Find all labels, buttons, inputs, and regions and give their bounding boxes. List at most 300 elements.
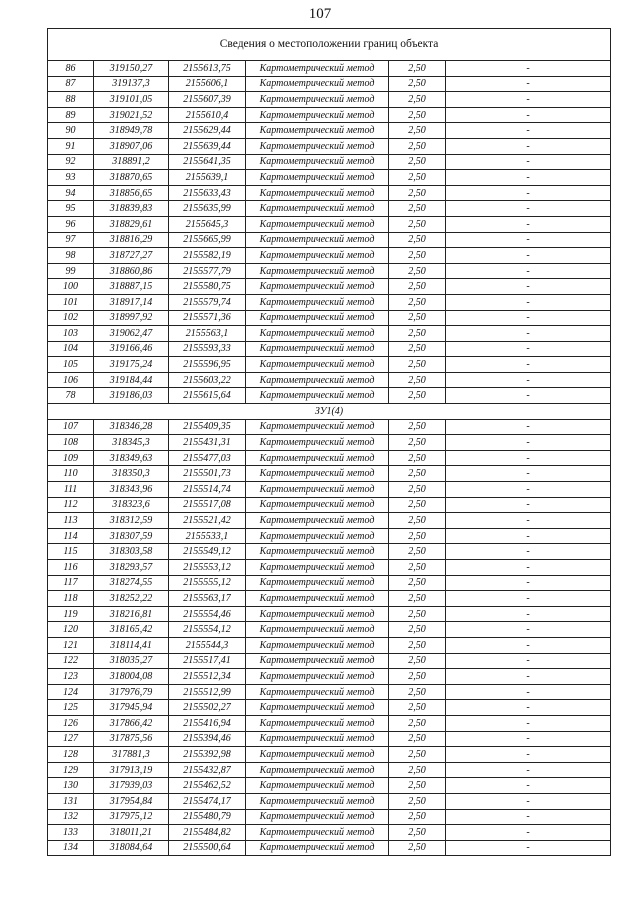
y-coordinate-cell: 2155613,75 — [169, 61, 246, 77]
x-coordinate-cell: 318816,29 — [94, 232, 169, 248]
x-coordinate-cell: 317976,79 — [94, 684, 169, 700]
method-cell: Картометрический метод — [246, 669, 389, 685]
table-row — [48, 310, 611, 326]
description-cell: - — [446, 606, 611, 622]
accuracy-cell: 2,50 — [389, 450, 446, 466]
y-coordinate-cell: 2155514,74 — [169, 482, 246, 498]
method-cell: Картометрический метод — [246, 310, 389, 326]
point-number-cell: 130 — [48, 778, 94, 794]
description-cell: - — [446, 154, 611, 170]
y-coordinate-cell: 2155517,08 — [169, 497, 246, 513]
table-row — [48, 825, 611, 841]
accuracy-cell: 2,50 — [389, 497, 446, 513]
accuracy-cell: 2,50 — [389, 606, 446, 622]
accuracy-cell: 2,50 — [389, 528, 446, 544]
point-number-cell: 128 — [48, 747, 94, 763]
table-row — [48, 107, 611, 123]
accuracy-cell: 2,50 — [389, 248, 446, 264]
y-coordinate-cell: 2155607,39 — [169, 92, 246, 108]
description-cell: - — [446, 684, 611, 700]
point-number-cell: 122 — [48, 653, 94, 669]
x-coordinate-cell: 318035,27 — [94, 653, 169, 669]
x-coordinate-cell: 318350,3 — [94, 466, 169, 482]
point-number-cell: 127 — [48, 731, 94, 747]
accuracy-cell: 2,50 — [389, 762, 446, 778]
point-number-cell: 115 — [48, 544, 94, 560]
x-coordinate-cell: 319175,24 — [94, 357, 169, 373]
boundary-coordinates-table — [47, 28, 611, 856]
point-number-cell: 110 — [48, 466, 94, 482]
y-coordinate-cell: 2155635,99 — [169, 201, 246, 217]
description-cell: - — [446, 294, 611, 310]
y-coordinate-cell: 2155394,46 — [169, 731, 246, 747]
y-coordinate-cell: 2155571,36 — [169, 310, 246, 326]
accuracy-cell: 2,50 — [389, 185, 446, 201]
method-cell: Картометрический метод — [246, 513, 389, 529]
method-cell: Картометрический метод — [246, 279, 389, 295]
accuracy-cell: 2,50 — [389, 435, 446, 451]
description-cell: - — [446, 263, 611, 279]
table-row — [48, 622, 611, 638]
y-coordinate-cell: 2155645,3 — [169, 216, 246, 232]
x-coordinate-cell: 318917,14 — [94, 294, 169, 310]
table-row — [48, 762, 611, 778]
table-row — [48, 92, 611, 108]
description-cell: - — [446, 76, 611, 92]
x-coordinate-cell: 319166,46 — [94, 341, 169, 357]
x-coordinate-cell: 318856,65 — [94, 185, 169, 201]
point-number-cell: 133 — [48, 825, 94, 841]
accuracy-cell: 2,50 — [389, 591, 446, 607]
x-coordinate-cell: 318891,2 — [94, 154, 169, 170]
description-cell: - — [446, 61, 611, 77]
method-cell: Картометрический метод — [246, 747, 389, 763]
table-row — [48, 263, 611, 279]
description-cell: - — [446, 840, 611, 856]
point-number-cell: 121 — [48, 637, 94, 653]
accuracy-cell: 2,50 — [389, 778, 446, 794]
accuracy-cell: 2,50 — [389, 341, 446, 357]
description-cell: - — [446, 372, 611, 388]
point-number-cell: 118 — [48, 591, 94, 607]
y-coordinate-cell: 2155474,17 — [169, 793, 246, 809]
x-coordinate-cell: 319150,27 — [94, 61, 169, 77]
method-cell: Картометрический метод — [246, 138, 389, 154]
section-header-row — [48, 404, 611, 420]
y-coordinate-cell: 2155533,1 — [169, 528, 246, 544]
method-cell: Картометрический метод — [246, 497, 389, 513]
point-number-cell: 125 — [48, 700, 94, 716]
point-number-cell: 112 — [48, 497, 94, 513]
method-cell: Картометрический метод — [246, 232, 389, 248]
accuracy-cell: 2,50 — [389, 793, 446, 809]
table-row — [48, 731, 611, 747]
description-cell: - — [446, 248, 611, 264]
description-cell: - — [446, 216, 611, 232]
y-coordinate-cell: 2155553,12 — [169, 560, 246, 576]
y-coordinate-cell: 2155480,79 — [169, 809, 246, 825]
accuracy-cell: 2,50 — [389, 61, 446, 77]
description-cell: - — [446, 482, 611, 498]
method-cell: Картометрический метод — [246, 263, 389, 279]
accuracy-cell: 2,50 — [389, 279, 446, 295]
x-coordinate-cell: 317975,12 — [94, 809, 169, 825]
point-number-cell: 93 — [48, 170, 94, 186]
accuracy-cell: 2,50 — [389, 154, 446, 170]
description-cell: - — [446, 700, 611, 716]
accuracy-cell: 2,50 — [389, 825, 446, 841]
x-coordinate-cell: 318307,59 — [94, 528, 169, 544]
point-number-cell: 117 — [48, 575, 94, 591]
y-coordinate-cell: 2155593,33 — [169, 341, 246, 357]
point-number-cell: 132 — [48, 809, 94, 825]
table-row — [48, 232, 611, 248]
y-coordinate-cell: 2155432,87 — [169, 762, 246, 778]
table-body — [48, 29, 611, 856]
point-number-cell: 94 — [48, 185, 94, 201]
description-cell: - — [446, 450, 611, 466]
x-coordinate-cell: 317866,42 — [94, 715, 169, 731]
x-coordinate-cell: 318887,15 — [94, 279, 169, 295]
method-cell: Картометрический метод — [246, 840, 389, 856]
accuracy-cell: 2,50 — [389, 809, 446, 825]
method-cell: Картометрический метод — [246, 341, 389, 357]
accuracy-cell: 2,50 — [389, 372, 446, 388]
x-coordinate-cell: 318345,3 — [94, 435, 169, 451]
point-number-cell: 95 — [48, 201, 94, 217]
y-coordinate-cell: 2155431,31 — [169, 435, 246, 451]
table-row — [48, 388, 611, 404]
accuracy-cell: 2,50 — [389, 544, 446, 560]
method-cell: Картометрический метод — [246, 154, 389, 170]
section-header: ЗУ1(4) — [48, 404, 611, 420]
method-cell: Картометрический метод — [246, 372, 389, 388]
y-coordinate-cell: 2155502,27 — [169, 700, 246, 716]
point-number-cell: 107 — [48, 419, 94, 435]
accuracy-cell: 2,50 — [389, 466, 446, 482]
x-coordinate-cell: 318293,57 — [94, 560, 169, 576]
table-row — [48, 684, 611, 700]
method-cell: Картометрический метод — [246, 700, 389, 716]
accuracy-cell: 2,50 — [389, 232, 446, 248]
y-coordinate-cell: 2155544,3 — [169, 637, 246, 653]
accuracy-cell: 2,50 — [389, 684, 446, 700]
point-number-cell: 88 — [48, 92, 94, 108]
method-cell: Картометрический метод — [246, 357, 389, 373]
table-row — [48, 341, 611, 357]
point-number-cell: 100 — [48, 279, 94, 295]
description-cell: - — [446, 232, 611, 248]
table-row — [48, 279, 611, 295]
method-cell: Картометрический метод — [246, 170, 389, 186]
method-cell: Картометрический метод — [246, 450, 389, 466]
method-cell: Картометрический метод — [246, 61, 389, 77]
x-coordinate-cell: 318870,65 — [94, 170, 169, 186]
table-row — [48, 170, 611, 186]
x-coordinate-cell: 318165,42 — [94, 622, 169, 638]
table-row — [48, 809, 611, 825]
accuracy-cell: 2,50 — [389, 669, 446, 685]
x-coordinate-cell: 318829,61 — [94, 216, 169, 232]
point-number-cell: 109 — [48, 450, 94, 466]
point-number-cell: 96 — [48, 216, 94, 232]
method-cell: Картометрический метод — [246, 606, 389, 622]
table-row — [48, 840, 611, 856]
description-cell: - — [446, 825, 611, 841]
accuracy-cell: 2,50 — [389, 482, 446, 498]
table-title-row — [48, 29, 611, 61]
table-row — [48, 482, 611, 498]
accuracy-cell: 2,50 — [389, 622, 446, 638]
description-cell: - — [446, 637, 611, 653]
method-cell: Картометрический метод — [246, 684, 389, 700]
table-row — [48, 294, 611, 310]
description-cell: - — [446, 201, 611, 217]
accuracy-cell: 2,50 — [389, 637, 446, 653]
x-coordinate-cell: 318274,55 — [94, 575, 169, 591]
table-row — [48, 138, 611, 154]
description-cell: - — [446, 809, 611, 825]
method-cell: Картометрический метод — [246, 248, 389, 264]
method-cell: Картометрический метод — [246, 92, 389, 108]
accuracy-cell: 2,50 — [389, 310, 446, 326]
page-number: 107 — [308, 6, 332, 22]
x-coordinate-cell: 318312,59 — [94, 513, 169, 529]
description-cell: - — [446, 715, 611, 731]
accuracy-cell: 2,50 — [389, 170, 446, 186]
x-coordinate-cell: 319184,44 — [94, 372, 169, 388]
description-cell: - — [446, 123, 611, 139]
accuracy-cell: 2,50 — [389, 513, 446, 529]
description-cell: - — [446, 388, 611, 404]
table-row — [48, 747, 611, 763]
point-number-cell: 105 — [48, 357, 94, 373]
description-cell: - — [446, 544, 611, 560]
description-cell: - — [446, 575, 611, 591]
method-cell: Картометрический метод — [246, 544, 389, 560]
x-coordinate-cell: 318839,83 — [94, 201, 169, 217]
table-row — [48, 419, 611, 435]
accuracy-cell: 2,50 — [389, 76, 446, 92]
table-row — [48, 778, 611, 794]
point-number-cell: 131 — [48, 793, 94, 809]
x-coordinate-cell: 318907,06 — [94, 138, 169, 154]
x-coordinate-cell: 317913,19 — [94, 762, 169, 778]
point-number-cell: 90 — [48, 123, 94, 139]
method-cell: Картометрический метод — [246, 591, 389, 607]
table-row — [48, 575, 611, 591]
description-cell: - — [446, 279, 611, 295]
y-coordinate-cell: 2155392,98 — [169, 747, 246, 763]
accuracy-cell: 2,50 — [389, 201, 446, 217]
method-cell: Картометрический метод — [246, 123, 389, 139]
method-cell: Картометрический метод — [246, 575, 389, 591]
y-coordinate-cell: 2155477,03 — [169, 450, 246, 466]
table-row — [48, 76, 611, 92]
point-number-cell: 101 — [48, 294, 94, 310]
description-cell: - — [446, 170, 611, 186]
y-coordinate-cell: 2155603,22 — [169, 372, 246, 388]
table-row — [48, 466, 611, 482]
y-coordinate-cell: 2155416,94 — [169, 715, 246, 731]
method-cell: Картометрический метод — [246, 653, 389, 669]
accuracy-cell: 2,50 — [389, 575, 446, 591]
x-coordinate-cell: 319101,05 — [94, 92, 169, 108]
y-coordinate-cell: 2155579,74 — [169, 294, 246, 310]
point-number-cell: 106 — [48, 372, 94, 388]
x-coordinate-cell: 318860,86 — [94, 263, 169, 279]
table-row — [48, 372, 611, 388]
description-cell: - — [446, 653, 611, 669]
x-coordinate-cell: 318084,64 — [94, 840, 169, 856]
accuracy-cell: 2,50 — [389, 138, 446, 154]
method-cell: Картометрический метод — [246, 482, 389, 498]
method-cell: Картометрический метод — [246, 793, 389, 809]
x-coordinate-cell: 318216,81 — [94, 606, 169, 622]
y-coordinate-cell: 2155610,4 — [169, 107, 246, 123]
accuracy-cell: 2,50 — [389, 92, 446, 108]
table-row — [48, 248, 611, 264]
description-cell: - — [446, 793, 611, 809]
table-row — [48, 513, 611, 529]
description-cell: - — [446, 497, 611, 513]
accuracy-cell: 2,50 — [389, 357, 446, 373]
point-number-cell: 99 — [48, 263, 94, 279]
point-number-cell: 89 — [48, 107, 94, 123]
accuracy-cell: 2,50 — [389, 216, 446, 232]
description-cell: - — [446, 622, 611, 638]
description-cell: - — [446, 762, 611, 778]
point-number-cell: 114 — [48, 528, 94, 544]
table-row — [48, 450, 611, 466]
table-row — [48, 560, 611, 576]
table-row — [48, 154, 611, 170]
description-cell: - — [446, 591, 611, 607]
description-cell: - — [446, 326, 611, 342]
x-coordinate-cell: 318349,63 — [94, 450, 169, 466]
point-number-cell: 91 — [48, 138, 94, 154]
x-coordinate-cell: 318114,41 — [94, 637, 169, 653]
method-cell: Картометрический метод — [246, 388, 389, 404]
accuracy-cell: 2,50 — [389, 123, 446, 139]
accuracy-cell: 2,50 — [389, 419, 446, 435]
point-number-cell: 116 — [48, 560, 94, 576]
x-coordinate-cell: 318346,28 — [94, 419, 169, 435]
accuracy-cell: 2,50 — [389, 715, 446, 731]
x-coordinate-cell: 319021,52 — [94, 107, 169, 123]
accuracy-cell: 2,50 — [389, 294, 446, 310]
point-number-cell: 86 — [48, 61, 94, 77]
table-row — [48, 715, 611, 731]
x-coordinate-cell: 318004,08 — [94, 669, 169, 685]
y-coordinate-cell: 2155639,44 — [169, 138, 246, 154]
method-cell: Картометрический метод — [246, 435, 389, 451]
description-cell: - — [446, 528, 611, 544]
method-cell: Картометрический метод — [246, 560, 389, 576]
method-cell: Картометрический метод — [246, 637, 389, 653]
description-cell: - — [446, 669, 611, 685]
table-title: Сведения о местоположении границ объекта — [48, 29, 611, 61]
y-coordinate-cell: 2155582,19 — [169, 248, 246, 264]
point-number-cell: 102 — [48, 310, 94, 326]
point-number-cell: 113 — [48, 513, 94, 529]
x-coordinate-cell: 319062,47 — [94, 326, 169, 342]
accuracy-cell: 2,50 — [389, 560, 446, 576]
table-row — [48, 591, 611, 607]
x-coordinate-cell: 318949,78 — [94, 123, 169, 139]
description-cell: - — [446, 341, 611, 357]
description-cell: - — [446, 310, 611, 326]
method-cell: Картометрический метод — [246, 326, 389, 342]
method-cell: Картометрический метод — [246, 185, 389, 201]
method-cell: Картометрический метод — [246, 201, 389, 217]
x-coordinate-cell: 318323,6 — [94, 497, 169, 513]
point-number-cell: 111 — [48, 482, 94, 498]
x-coordinate-cell: 319186,03 — [94, 388, 169, 404]
table-row — [48, 435, 611, 451]
method-cell: Картометрический метод — [246, 731, 389, 747]
y-coordinate-cell: 2155517,41 — [169, 653, 246, 669]
y-coordinate-cell: 2155409,35 — [169, 419, 246, 435]
description-cell: - — [446, 138, 611, 154]
description-cell: - — [446, 731, 611, 747]
y-coordinate-cell: 2155606,1 — [169, 76, 246, 92]
description-cell: - — [446, 357, 611, 373]
method-cell: Картометрический метод — [246, 715, 389, 731]
accuracy-cell: 2,50 — [389, 731, 446, 747]
method-cell: Картометрический метод — [246, 762, 389, 778]
table-row — [48, 185, 611, 201]
table-row — [48, 528, 611, 544]
y-coordinate-cell: 2155554,46 — [169, 606, 246, 622]
description-cell: - — [446, 107, 611, 123]
table-row — [48, 201, 611, 217]
x-coordinate-cell: 318727,27 — [94, 248, 169, 264]
x-coordinate-cell: 318997,92 — [94, 310, 169, 326]
table-row — [48, 606, 611, 622]
point-number-cell: 126 — [48, 715, 94, 731]
method-cell: Картометрический метод — [246, 825, 389, 841]
y-coordinate-cell: 2155596,95 — [169, 357, 246, 373]
description-cell: - — [446, 747, 611, 763]
description-cell: - — [446, 466, 611, 482]
y-coordinate-cell: 2155633,43 — [169, 185, 246, 201]
x-coordinate-cell: 317881,3 — [94, 747, 169, 763]
accuracy-cell: 2,50 — [389, 840, 446, 856]
y-coordinate-cell: 2155615,64 — [169, 388, 246, 404]
y-coordinate-cell: 2155641,35 — [169, 154, 246, 170]
x-coordinate-cell: 318011,21 — [94, 825, 169, 841]
table-row — [48, 793, 611, 809]
table-row — [48, 544, 611, 560]
x-coordinate-cell: 317945,94 — [94, 700, 169, 716]
y-coordinate-cell: 2155580,75 — [169, 279, 246, 295]
method-cell: Картометрический метод — [246, 76, 389, 92]
table-row — [48, 497, 611, 513]
description-cell: - — [446, 419, 611, 435]
point-number-cell: 97 — [48, 232, 94, 248]
table-row — [48, 357, 611, 373]
y-coordinate-cell: 2155563,1 — [169, 326, 246, 342]
description-cell: - — [446, 185, 611, 201]
point-number-cell: 87 — [48, 76, 94, 92]
x-coordinate-cell: 317939,03 — [94, 778, 169, 794]
method-cell: Картометрический метод — [246, 528, 389, 544]
table-row — [48, 61, 611, 77]
table-row — [48, 123, 611, 139]
point-number-cell: 92 — [48, 154, 94, 170]
y-coordinate-cell: 2155549,12 — [169, 544, 246, 560]
